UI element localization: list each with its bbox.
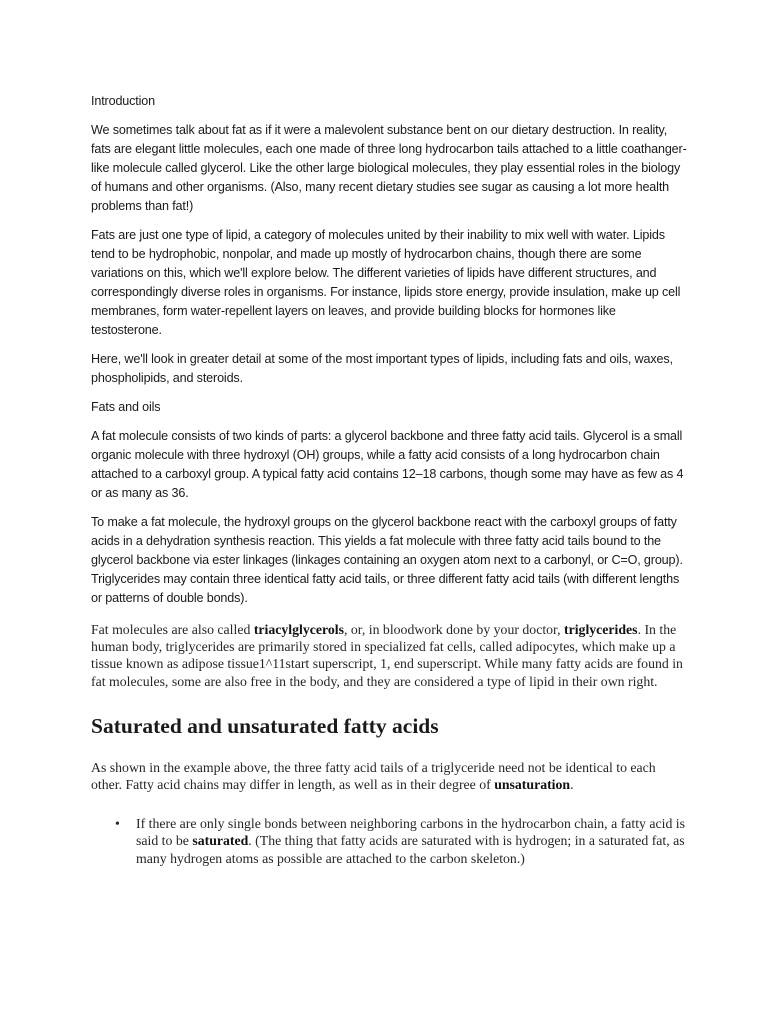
paragraph: Here, we'll look in greater detail at some of the most important types of lipids, including fats and oils, waxes, phospholipids, and steroids.: [91, 352, 673, 385]
bold-term-triacylglycerols: triacylglycerols: [253, 622, 344, 637]
bold-term-unsaturation: unsaturation: [494, 777, 571, 793]
text-run: As shown in the example above, the three fatty acid tails of a triglyceride need not be identical to each other. Fatty acid chains may differ in length, as well as in their degree of: [91, 759, 656, 793]
bullet-marker: •: [115, 816, 120, 832]
paragraph: Fats are just one type of lipid, a category of molecules united by their inability to mix well with water. Lipids tend to be hydrophobic, nonpolar, and made up mostly of hydrocarbon chains, though there are some variations on this, which we'll explore below. The different varieties of lipids have different structures, and correspondingly diverse roles in organisms. For instance, lipids store energy, provide insulation, make up cell membranes, form water-repellent layers on leaves, and provide building blocks for hormones like testosterone.: [91, 228, 681, 337]
text-run: . In the human body, triglycerides are primarily stored in specialized fat cells, called adipocytes, which make up a tissue known as adipose tissue1^11start superscript, 1, end superscript. While many fatty acids are found in fat molecules, some are also free in the body, and they are considered a type of lipid in their own right.: [91, 622, 683, 689]
document-page: [91, 92, 687, 867]
paragraph: [91, 759, 687, 793]
text-run: Fat molecules are also called: [91, 622, 254, 637]
text-run: If there are only single bonds between neighboring carbons in the hydrocarbon chain, a fatty acid is said to be: [136, 816, 686, 849]
paragraph: A fat molecule consists of two kinds of parts: a glycerol backbone and three fatty acid tails. Glycerol is a small organic molecule with three hydroxyl (OH) groups, while a fatty acid consists of a long hydrocarbon chain attached to a carboxyl group. A typical fatty acid contains 12–18 carbons, though some may have as few as 4 or as many as 36.: [91, 429, 684, 500]
text-run: , or, in bloodwork done by your doctor,: [344, 622, 564, 637]
section-heading-saturated: Saturated and unsaturated fatty acids: [91, 713, 439, 738]
text-run: .: [570, 777, 574, 793]
bold-term-triglycerides: triglycerides: [564, 622, 638, 637]
section-heading-fats-and-oils: Fats and oils: [91, 400, 161, 414]
paragraph: We sometimes talk about fat as if it were a malevolent substance bent on our dietary destruction. In reality, fats are elegant little molecules, each one made of three long hydrocarbon tails attached to a little coathanger-like molecule called glycerol. Like the other large biological molecules, they play essential roles in the biology of humans and other organisms. (Also, many recent dietary studies see sugar as causing a lot more health problems than fat!): [91, 123, 687, 213]
bullet-list: [91, 815, 687, 867]
list-item: [91, 815, 687, 867]
section-heading-introduction: Introduction: [91, 94, 156, 108]
paragraph: [91, 621, 687, 690]
text-run: . (The thing that fatty acids are saturated with is hydrogen; in a saturated fat, as many hydrogen atoms as possible are attached to the carbon skeleton.): [136, 833, 685, 866]
paragraph: To make a fat molecule, the hydroxyl groups on the glycerol backbone react with the carboxyl groups of fatty acids in a dehydration synthesis reaction. This yields a fat molecule with three fatty acid tails bound to the glycerol backbone via ester linkages (linkages containing an oxygen atom next to a carbonyl, or C=O, group). Triglycerides may contain three identical fatty acid tails, or three different fatty acid tails (with different lengths or patterns of double bonds).: [91, 515, 683, 605]
bold-term-saturated: saturated: [192, 833, 249, 849]
